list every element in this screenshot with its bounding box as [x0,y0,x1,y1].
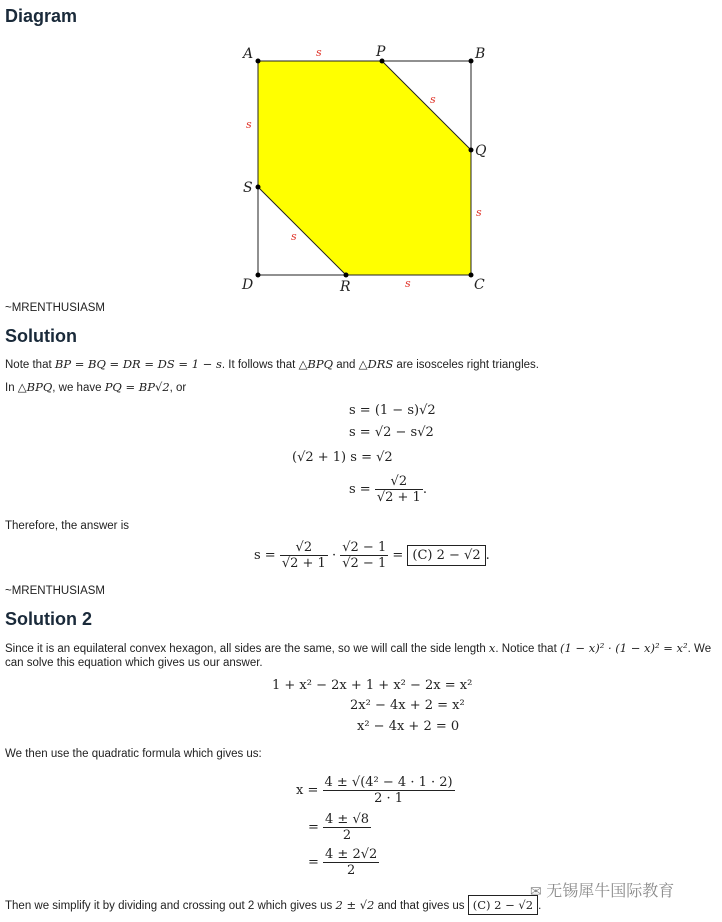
hexagon-fill [258,61,471,275]
point-q [469,148,474,153]
side-label-bottom: s [405,277,411,290]
equation-3: (√2 + 1) s = √2 [292,450,393,465]
solution2-equation-3: x² − 4x + 2 = 0 [357,719,460,734]
heading-solution: Solution [5,326,77,346]
quadratic-step-3: = $\frac{4 \pm 2√2}{2}$ [308,847,378,878]
wechat-icon: ✉ [530,883,542,899]
solution2-para-line-2: can solve this equation which gives us our answer. [5,657,263,669]
solution-line-1: Note that BP = BQ = DR = DS = 1 − s. It follows that △BPQ and △DRS are isosceles right triangles. [5,357,539,371]
label-p: P [376,44,386,60]
point-r [344,273,349,278]
side-label-right: s [476,206,482,219]
label-c: C [474,277,485,293]
side-label-top: s [316,46,322,59]
point-s [256,185,261,190]
equation-1: s = (1 − s)√2 [349,403,436,418]
answer-box: (C) 2 − √2 [407,545,485,566]
side-label-pq: s [430,93,436,106]
final-line: Then we simplify it by dividing and crossing out 2 which gives us 2 ± √2 and that gives us (C) 2 − √2 . [5,898,541,912]
point-d [256,273,261,278]
side-label-left: s [246,118,252,131]
equation-4: s = $\frac{√2}{√2 + 1}$ . [349,474,427,505]
point-a [256,59,261,64]
final-answer-box: (C) 2 − √2 [468,895,538,915]
hexagon-diagram [235,40,495,295]
heading-diagram: Diagram [5,6,78,26]
label-d: D [242,277,254,293]
answer-equation: s = $\frac{√2}{√2 + 1}$ · $\frac{√2 - 1}{√2 - 1}$ = (C) 2 − √2 . [254,540,490,571]
solution2-equation-2: 2x² − 4x + 2 = x² [350,698,465,713]
point-c [469,273,474,278]
quadratic-step-1: x = $\frac{\text{4 ± √(4² − 4 · 1 · 2)}}{2 \cdot 1}$ [296,775,453,806]
point-b [469,59,474,64]
solution2-para-line-1: Since it is an equilateral convex hexagon, all sides are the same, so we will call the side length x. Notice that (1 − x)² · (1 − x)² = x². We [5,641,712,655]
solution-line-2: In △BPQ, we have PQ = BP√2, or [5,380,187,394]
watermark: ✉ 无锡犀牛国际教育 [530,883,675,900]
quadratic-step-2: = $\frac{4 \pm √8}{2}$ [308,812,370,843]
label-q: Q [475,143,487,159]
equation-2: s = √2 − s√2 [349,425,434,440]
solution2-equation-1: 1 + x² − 2x + 1 + x² − 2x = x² [272,678,473,693]
credit-2: ~MRENTHUSIASM [5,585,105,597]
side-label-sr: s [291,230,297,243]
label-a: A [243,46,254,62]
label-r: R [340,279,351,295]
heading-solution-2: Solution 2 [5,609,92,629]
label-b: B [475,46,486,62]
therefore-text: Therefore, the answer is [5,520,130,532]
label-s: S [243,180,253,196]
credit-1: ~MRENTHUSIASM [5,302,105,314]
quadratic-text: We then use the quadratic formula which gives us: [5,748,262,760]
